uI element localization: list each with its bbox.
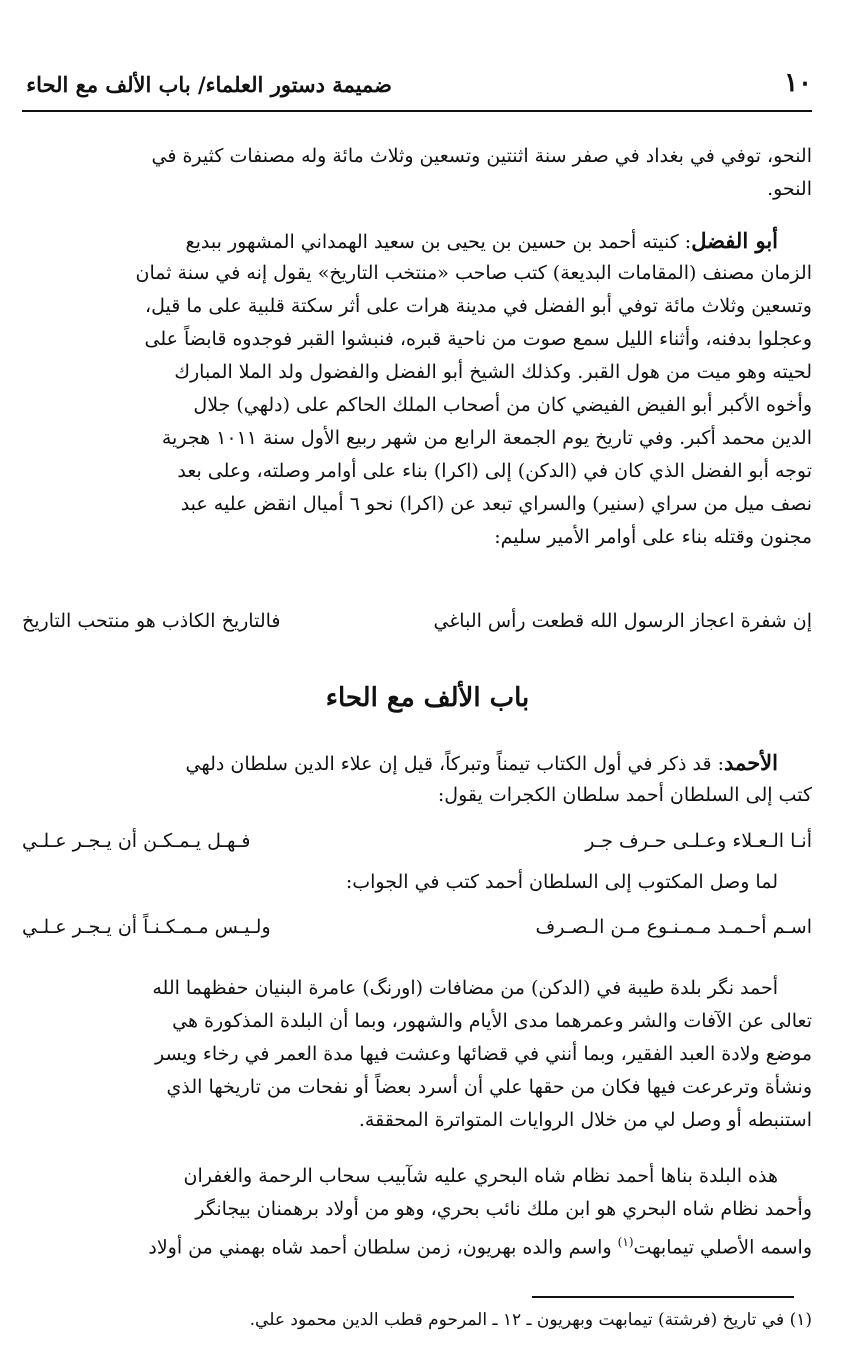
text-line: نصف ميل من سراي (سنير) والسراي تبعد عن (اكرا) نحو ٦ أميال انقض عليه عبد [180,493,812,515]
reply-intro [22,866,812,899]
text-line: هذه البلدة بناها أحمد نظام شاه البحري عليه شآبيب سحاب الرحمة والغفران [183,1165,778,1187]
text-line: النحو، توفي في بغداد في صفر سنة اثنتين وتسعين وثلاث مائة وله مصنفات كثيرة في [151,145,812,167]
entry-headword: أبو الفضل [691,228,778,253]
running-head: ضميمة دستور العلماء/ باب الألف مع الحاء [26,72,392,97]
verse-couplet [22,916,812,950]
text-line [22,224,812,257]
text-line: كتب إلى السلطان أحمد سلطان الكجرات يقول: [437,784,812,806]
text-line: الزمان مصنف (المقامات البديعة) كتب صاحب «منتخب التاريخ» يقول إنه في سنة ثمان [135,262,812,284]
paragraph-nahw-end [22,140,812,206]
text-line [22,746,812,779]
footnote: (١) في تاريخ (فرشتة) تيمابهت وبهريون ـ ١٢ ـ المرحوم قطب الدين محمود علي. [249,1310,812,1330]
footnote-rule [532,1296,794,1298]
verse-second-hemistich: ولـيـس مـمـكـنـاً أن يـجـر عـلـي [22,916,271,938]
page-number: ١٠ [784,68,812,98]
verse-couplet [22,610,812,644]
verse-second-hemistich: فالتاريخ الكاذب هو منتحب التاريخ [22,610,281,632]
footnote-marker: (١) [617,1235,634,1249]
verse-first-hemistich: إن شفرة اعجاز الرسول الله قطعت رأس الباغي [433,610,812,632]
verse-couplet [22,830,812,864]
text-line: لما وصل المكتوب إلى السلطان أحمد كتب في الجواب: [345,871,778,893]
text-line: وعجلوا بدفنه، وأثناء الليل سمع صوت من ناحية قبره، فنبشوا القبر فوجدوه قابضاً على [144,328,812,350]
verse-first-hemistich: أنـا الـعـلاء وعـلـى حـرف جـر [585,830,812,852]
header-rule [22,110,812,112]
text-line: توجه أبو الفضل الذي كان في (الدكن) إلى (اكرا) بناء على أوامر وصلته، وعلى بعد [177,460,812,482]
text-line: مجنون وقتله بناء على أوامر الأمير سليم: [494,526,812,548]
entry-text: : قد ذكر في أول الكتاب تيمناً وتبركاً، قيل إن علاء الدين سلطان دلهي [185,753,725,775]
text-line: النحو. [767,178,812,200]
paragraph-al-ahmad [22,746,812,812]
text-line: تعالى عن الآفات والشر وعمرهما مدى الأيام والشهور، وبما أن البلدة المذكورة هي [172,1010,812,1032]
text-line: أحمد نگر بلدة طيبة في (الدكن) من مضافات (اورنگ) عامرة البنيان حفظهما الله [152,977,778,999]
section-title: باب الألف مع الحاء [325,683,530,713]
verse-second-hemistich: فـهـل يـمـكـن أن يـجـر عـلـي [22,830,251,852]
text-line: ونشأة وترعرعت فيها فكان من حقها علي أن أسرد بعضاً أو نفحات من تاريخها الذي [166,1076,812,1098]
text-line: وتسعين وثلاث مائة توفي أبو الفضل في مدينة هرات على أثر سكتة قلبية على ما قيل، [144,295,812,317]
verse-first-hemistich: اسـم أحـمـد مـمـنـوع مـن الـصـرف [535,916,812,938]
page-header [22,66,812,106]
text-line: الدين محمد أكبر. وفي تاريخ يوم الجمعة الرابع من شهر ربيع الأول سنة ١٠١١ هجرية [161,427,812,449]
paragraph-city-founder [22,1160,812,1259]
paragraph-abu-al-fadl [22,224,812,554]
text-line: وأخوه الأكبر أبو الفيض الفيضي كان من أصحاب الملك الحاكم على (دلهي) جلال [193,394,812,416]
text-line [22,1226,812,1259]
text-line: لحيته وهو ميت من هول القبر. وكذلك الشيخ أبو الفضل والفضول ولد الملا المبارك [174,361,812,383]
text-segment: واسمه الأصلي تيمابهت [633,1236,812,1259]
text-line: موضع ولادة العبد الفقير، وبما أنني في قضائها وعشت فيها مدة العمر في رخاء ويسر [154,1043,812,1065]
text-line: وأحمد نظام شاه البحري هو ابن ملك نائب بحري، وهو من أولاد برهمنان بيجانگر [195,1198,812,1220]
paragraph-ahmadnagar [22,972,812,1137]
entry-headword: الأحمد [724,750,778,775]
entry-text: : كنيته أحمد بن حسين بن يحيى بن سعيد الهمداني المشهور ببديع [185,231,692,253]
text-segment: واسم والده بهريون، زمن سلطان أحمد شاه بهمني من أولاد [148,1236,618,1259]
text-line: استنبطه أو وصل لي من خلال الروايات المتواترة المحققة. [358,1109,812,1131]
